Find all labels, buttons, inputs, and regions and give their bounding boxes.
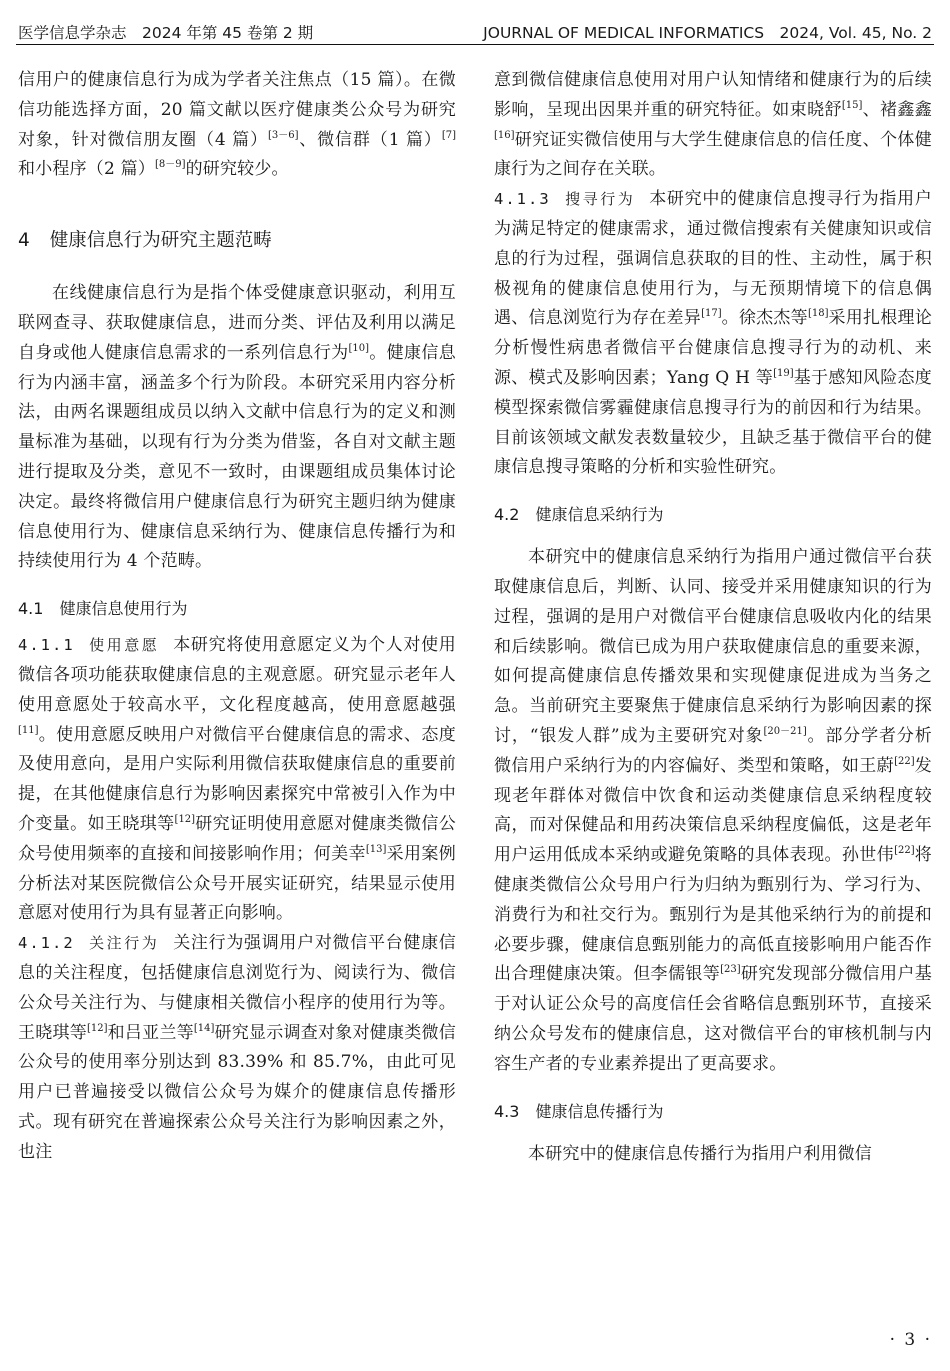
running-header bbox=[18, 20, 932, 44]
header-journal-en: JOURNAL OF MEDICAL INFORMATICS 2024, Vol. 45, No. 2 bbox=[483, 24, 932, 42]
subsubsection-number: 4.1.2 bbox=[18, 934, 75, 953]
citation: [11] bbox=[18, 724, 39, 736]
citation: [22] bbox=[894, 755, 915, 767]
paragraph-4-1-2-continued: 意到微信健康信息使用对用户认知情绪和健康行为的后续影响，呈现出因果并重的研究特征。如束晓舒[15]、褚鑫鑫[16]研究证实微信使用与大学生健康信息的信任度、个体健康行为之间存在关联。 bbox=[494, 70, 932, 180]
citation: [22] bbox=[894, 845, 915, 857]
paragraph-4-1-3: 4.1.3 搜寻行为 本研究中的健康信息搜寻行为指用户为满足特定的健康需求，通过微信搜索有关健康知识或信息的行为过程，强调信息获取的目的性、主动性，属于积极视角的健康信息使用行为，与无预期情境下的信息偶遇、信息浏览行为存在差异[17]。徐杰杰等[18]采用扎根理论分析慢性病患者微信平台健康信息搜寻行为的动机、来源、模式及影响因素；Yang Q H 等[19]基于感知风险态度模型探索微信雾霾健康信息搜寻行为的前因和行为结果。目前该领域文献发表数量较少，且缺乏基于微信平台的健康信息搜寻策略的分析和实验性研究。 bbox=[494, 189, 933, 478]
paragraph-4-3: 本研究中的健康信息传播行为指用户利用微信 bbox=[528, 1143, 872, 1164]
subsubsection-title: 搜寻行为 bbox=[564, 190, 636, 209]
citation: [15] bbox=[841, 99, 863, 111]
citation: [18] bbox=[807, 308, 829, 320]
header-divider bbox=[16, 44, 934, 45]
citation: [12] bbox=[174, 813, 196, 825]
section-heading-4: 4 健康信息行为研究主题范畴 bbox=[18, 230, 272, 252]
subsubsection-title: 关注行为 bbox=[88, 934, 160, 953]
header-journal-cn: 医学信息学杂志 2024 年第 45 卷第 2 期 bbox=[18, 24, 314, 42]
citation: [17] bbox=[701, 308, 722, 320]
citation: [20－21] bbox=[763, 725, 807, 737]
citation: [7] bbox=[441, 129, 456, 141]
paragraph-4-1-1: 4.1.1 使用意愿 本研究将使用意愿定义为个人对使用微信各项功能获取健康信息的主观意愿。研究显示老年人使用意愿处于较高水平，文化程度越高，使用意愿越强[11]。使用意愿反映用户对微信平台健康信息的需求、态度及使用意向，是用户实际利用微信获取健康信息的重要前提，在其他健康信息行为影响因素探究中常被引入作为中介变量。如王晓琪等[12]研究证明使用意愿对健康类微信公众号使用频率的直接和间接影响作用；何美幸[13]采用案例分析法对某医院微信公众号开展实证研究，结果显示使用意愿对使用行为具有显著正向影响。 bbox=[18, 635, 456, 924]
citation: [12] bbox=[87, 1022, 108, 1034]
paragraph-4-2: 本研究中的健康信息采纳行为指用户通过微信平台获取健康信息后，判断、认同、接受并采用健康知识的行为过程，强调的是用户对微信平台健康信息吸收内化的结果和后续影响。微信已成为用户获取健康信息的重要来源，如何提高健康信息传播效果和实现健康促进成为当务之急。当前研究主要聚焦于健康信息采纳行为影响因素的探讨，“银发人群”成为主要研究对象[20－21]。部分学者分析微信用户采纳行为的内容偏好、类型和策略，如王蔚[22]发现老年群体对微信中饮食和运动类健康信息采纳程度较高，而对保健品和用药决策信息采纳程度偏低，这是老年用户运用低成本采纳或避免策略的具体表现。孙世伟[22]将健康类微信公众号用户行为归纳为甄别行为、学习行为、消费行为和社交行为。甄别行为是其他采纳行为的前提和必要步骤，健康信息甄别能力的高低直接影响用户能否作出合理健康决策。但李儒银等[23]研究发现部分微信用户基于对认证公众号的高度信任会省略信息甄别环节，直接采纳公众号发布的健康信息，这对微信平台的审核机制与内容生产者的专业素养提出了更高要求。 bbox=[494, 547, 932, 1074]
paragraph-intro-continued: 信用户的健康信息行为成为学者关注焦点（15 篇）。在微信功能选择方面，20 篇文献以医疗健康类公众号为研究对象，针对微信朋友圈（4 篇）[3－6]、微信群（1 篇）[7]和小程序（2 篇）[8－9]的研究较少。 bbox=[18, 70, 456, 180]
citation: [13] bbox=[365, 843, 387, 855]
right-column bbox=[494, 66, 932, 1169]
citation: [3－6] bbox=[267, 129, 299, 141]
page-number: · 3 · bbox=[889, 1330, 932, 1350]
paragraph-section4: 在线健康信息行为是指个体受健康意识驱动，利用互联网查寻、获取健康信息，进而分类、评估及利用以满足自身或他人健康信息需求的一系列信息行为[10]。健康信息行为内涵丰富，涵盖多个行为阶段。本研究采用内容分析法，由两名课题组成员以纳入文献中信息行为的定义和测量标准为基础，以现有行为分类为借鉴，各自对文献主题进行提取及分类，意见不一致时，由课题组成员集体讨论决定。最终将微信用户健康信息行为研究主题归纳为健康信息使用行为、健康信息采纳行为、健康信息传播行为和持续使用行为 4 个范畴。 bbox=[18, 283, 457, 572]
subsection-heading-4-2: 4.2 健康信息采纳行为 bbox=[494, 505, 664, 525]
citation: [23] bbox=[720, 964, 741, 976]
citation: [16] bbox=[494, 129, 515, 141]
citation: [19] bbox=[773, 367, 794, 379]
citation: [8－9] bbox=[155, 159, 186, 171]
subsubsection-number: 4.1.3 bbox=[494, 190, 551, 209]
subsubsection-title: 使用意愿 bbox=[88, 636, 160, 655]
citation: [10] bbox=[348, 342, 370, 354]
subsubsection-number: 4.1.1 bbox=[18, 636, 75, 655]
subsection-heading-4-1: 4.1 健康信息使用行为 bbox=[18, 599, 188, 619]
subsection-heading-4-3: 4.3 健康信息传播行为 bbox=[494, 1101, 664, 1121]
left-column bbox=[18, 66, 456, 1168]
paragraph-4-1-2: 4.1.2 关注行为 关注行为强调用户对微信平台健康信息的关注程度，包括健康信息浏览行为、阅读行为、微信公众号关注行为、与健康相关微信小程序的使用行为等。王晓琪等[12]和吕亚兰等[14]研究显示调查对象对健康类微信公众号的使用率分别达到 83.39% 和 85.7%，由此可见用户已普遍接受以微信公众号为媒介的健康信息传播形式。现有研究在普遍探索公众号关注行为影响因素之外，也注 bbox=[18, 933, 456, 1162]
citation: [14] bbox=[193, 1022, 215, 1034]
